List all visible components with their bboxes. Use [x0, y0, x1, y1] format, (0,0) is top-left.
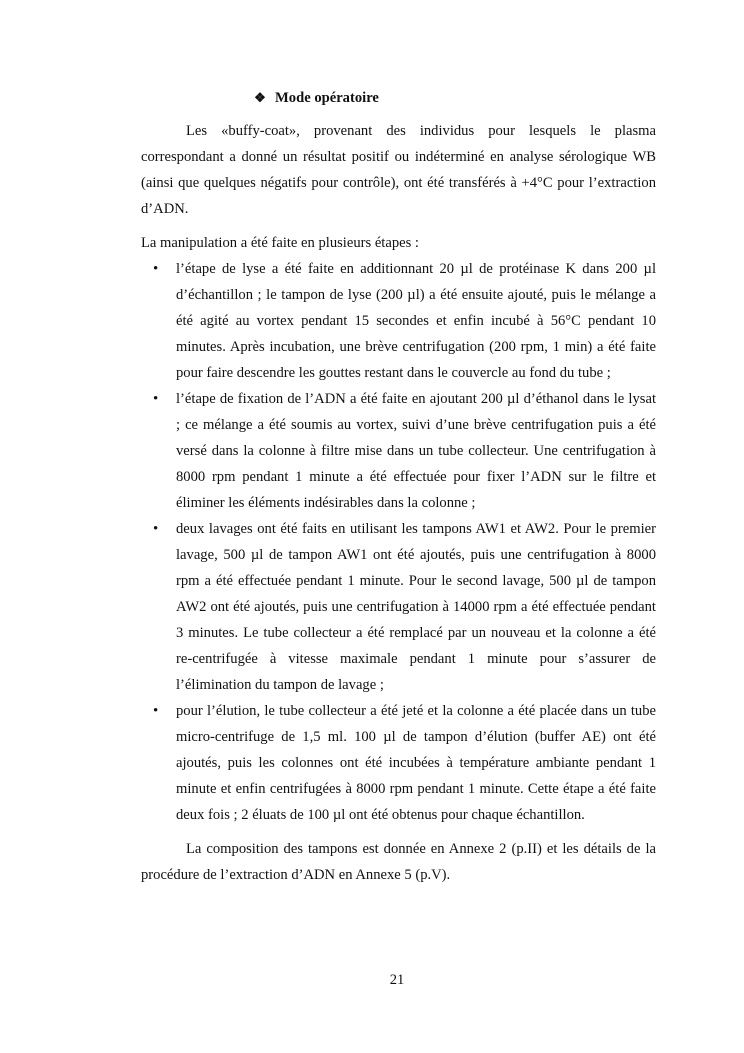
intro-paragraph: Les «buffy-coat», provenant des individus pour lesquels le plasma correspondant a donné un résultat positif ou indéterminé en analyse sérologique WB (ainsi que quelques négatifs pour contrôle), ont été transférés à +4°C pour l’extraction d’ADN.: [141, 123, 656, 217]
steps-intro: La manipulation a été faite en plusieurs étapes :: [141, 235, 419, 251]
closing-paragraph: La composition des tampons est donnée en Annexe 2 (p.II) et les détails de la procédure de l’extraction d’ADN en Annexe 5 (p.V).: [141, 841, 656, 883]
section-heading: [252, 88, 379, 108]
list-item: [141, 698, 656, 828]
list-item: [141, 516, 656, 698]
list-item: [141, 386, 656, 516]
list-item-text: deux lavages ont été faits en utilisant les tampons AW1 et AW2. Pour le premier lavage, 500 µl de tampon AW1 ont été ajoutés, puis une centrifugation à 8000 rpm a été effectuée pendant 1 minute. Pour le second lavage, 500 µl de tampon AW2 ont été ajoutés, puis une centrifugation à 14000 rpm a été effectuée pendant 3 minutes. Le tube collecteur a été remplacé par un nouveau et la colonne a été re-centrifugée à vitesse maximale pendant 1 minute pour s’assurer de l’élimination du tampon de lavage ;: [176, 521, 656, 693]
bullet-icon: •: [153, 261, 159, 277]
bullet-icon: •: [153, 703, 159, 719]
diamond-bullet-icon: ❖: [254, 90, 266, 105]
page-number: 21: [389, 972, 405, 988]
list-item: [141, 256, 656, 386]
section-title: Mode opératoire: [275, 90, 379, 106]
list-item-text: pour l’élution, le tube collecteur a été jeté et la colonne a été placée dans un tube micro-centrifuge de 1,5 ml. 100 µl de tampon d’élution (buffer AE) ont été ajoutés, puis les colonnes ont été incubées à température ambiante pendant 1 minute et enfin centrifugées à 8000 rpm pendant 1 minute. Cette étape a été faite deux fois ; 2 éluats de 100 µl ont été obtenus pour chaque échantillon.: [176, 703, 656, 823]
list-item-text: l’étape de fixation de l’ADN a été faite en ajoutant 200 µl d’éthanol dans le lysat ; ce mélange a été soumis au vortex, suivi d’une brève centrifugation puis a été versé dans la colonne à filtre mise dans un tube collecteur. Une centrifugation à 8000 rpm pendant 1 minute a été effectuée pour fixer l’ADN sur le filtre et éliminer les éléments indésirables dans la colonne ;: [176, 391, 656, 511]
bullet-icon: •: [153, 521, 159, 537]
list-item-text: l’étape de lyse a été faite en additionnant 20 µl de protéinase K dans 200 µl d’échantillon ; le tampon de lyse (200 µl) a été ensuite ajouté, puis le mélange a été agité au vortex pendant 15 secondes et enfin incubé à 56°C pendant 10 minutes. Après incubation, une brève centrifugation (200 rpm, 1 min) a été faite pour faire descendre les gouttes restant dans le couvercle au fond du tube ;: [176, 261, 656, 381]
bullet-icon: •: [153, 391, 159, 407]
steps-list: [141, 256, 656, 828]
